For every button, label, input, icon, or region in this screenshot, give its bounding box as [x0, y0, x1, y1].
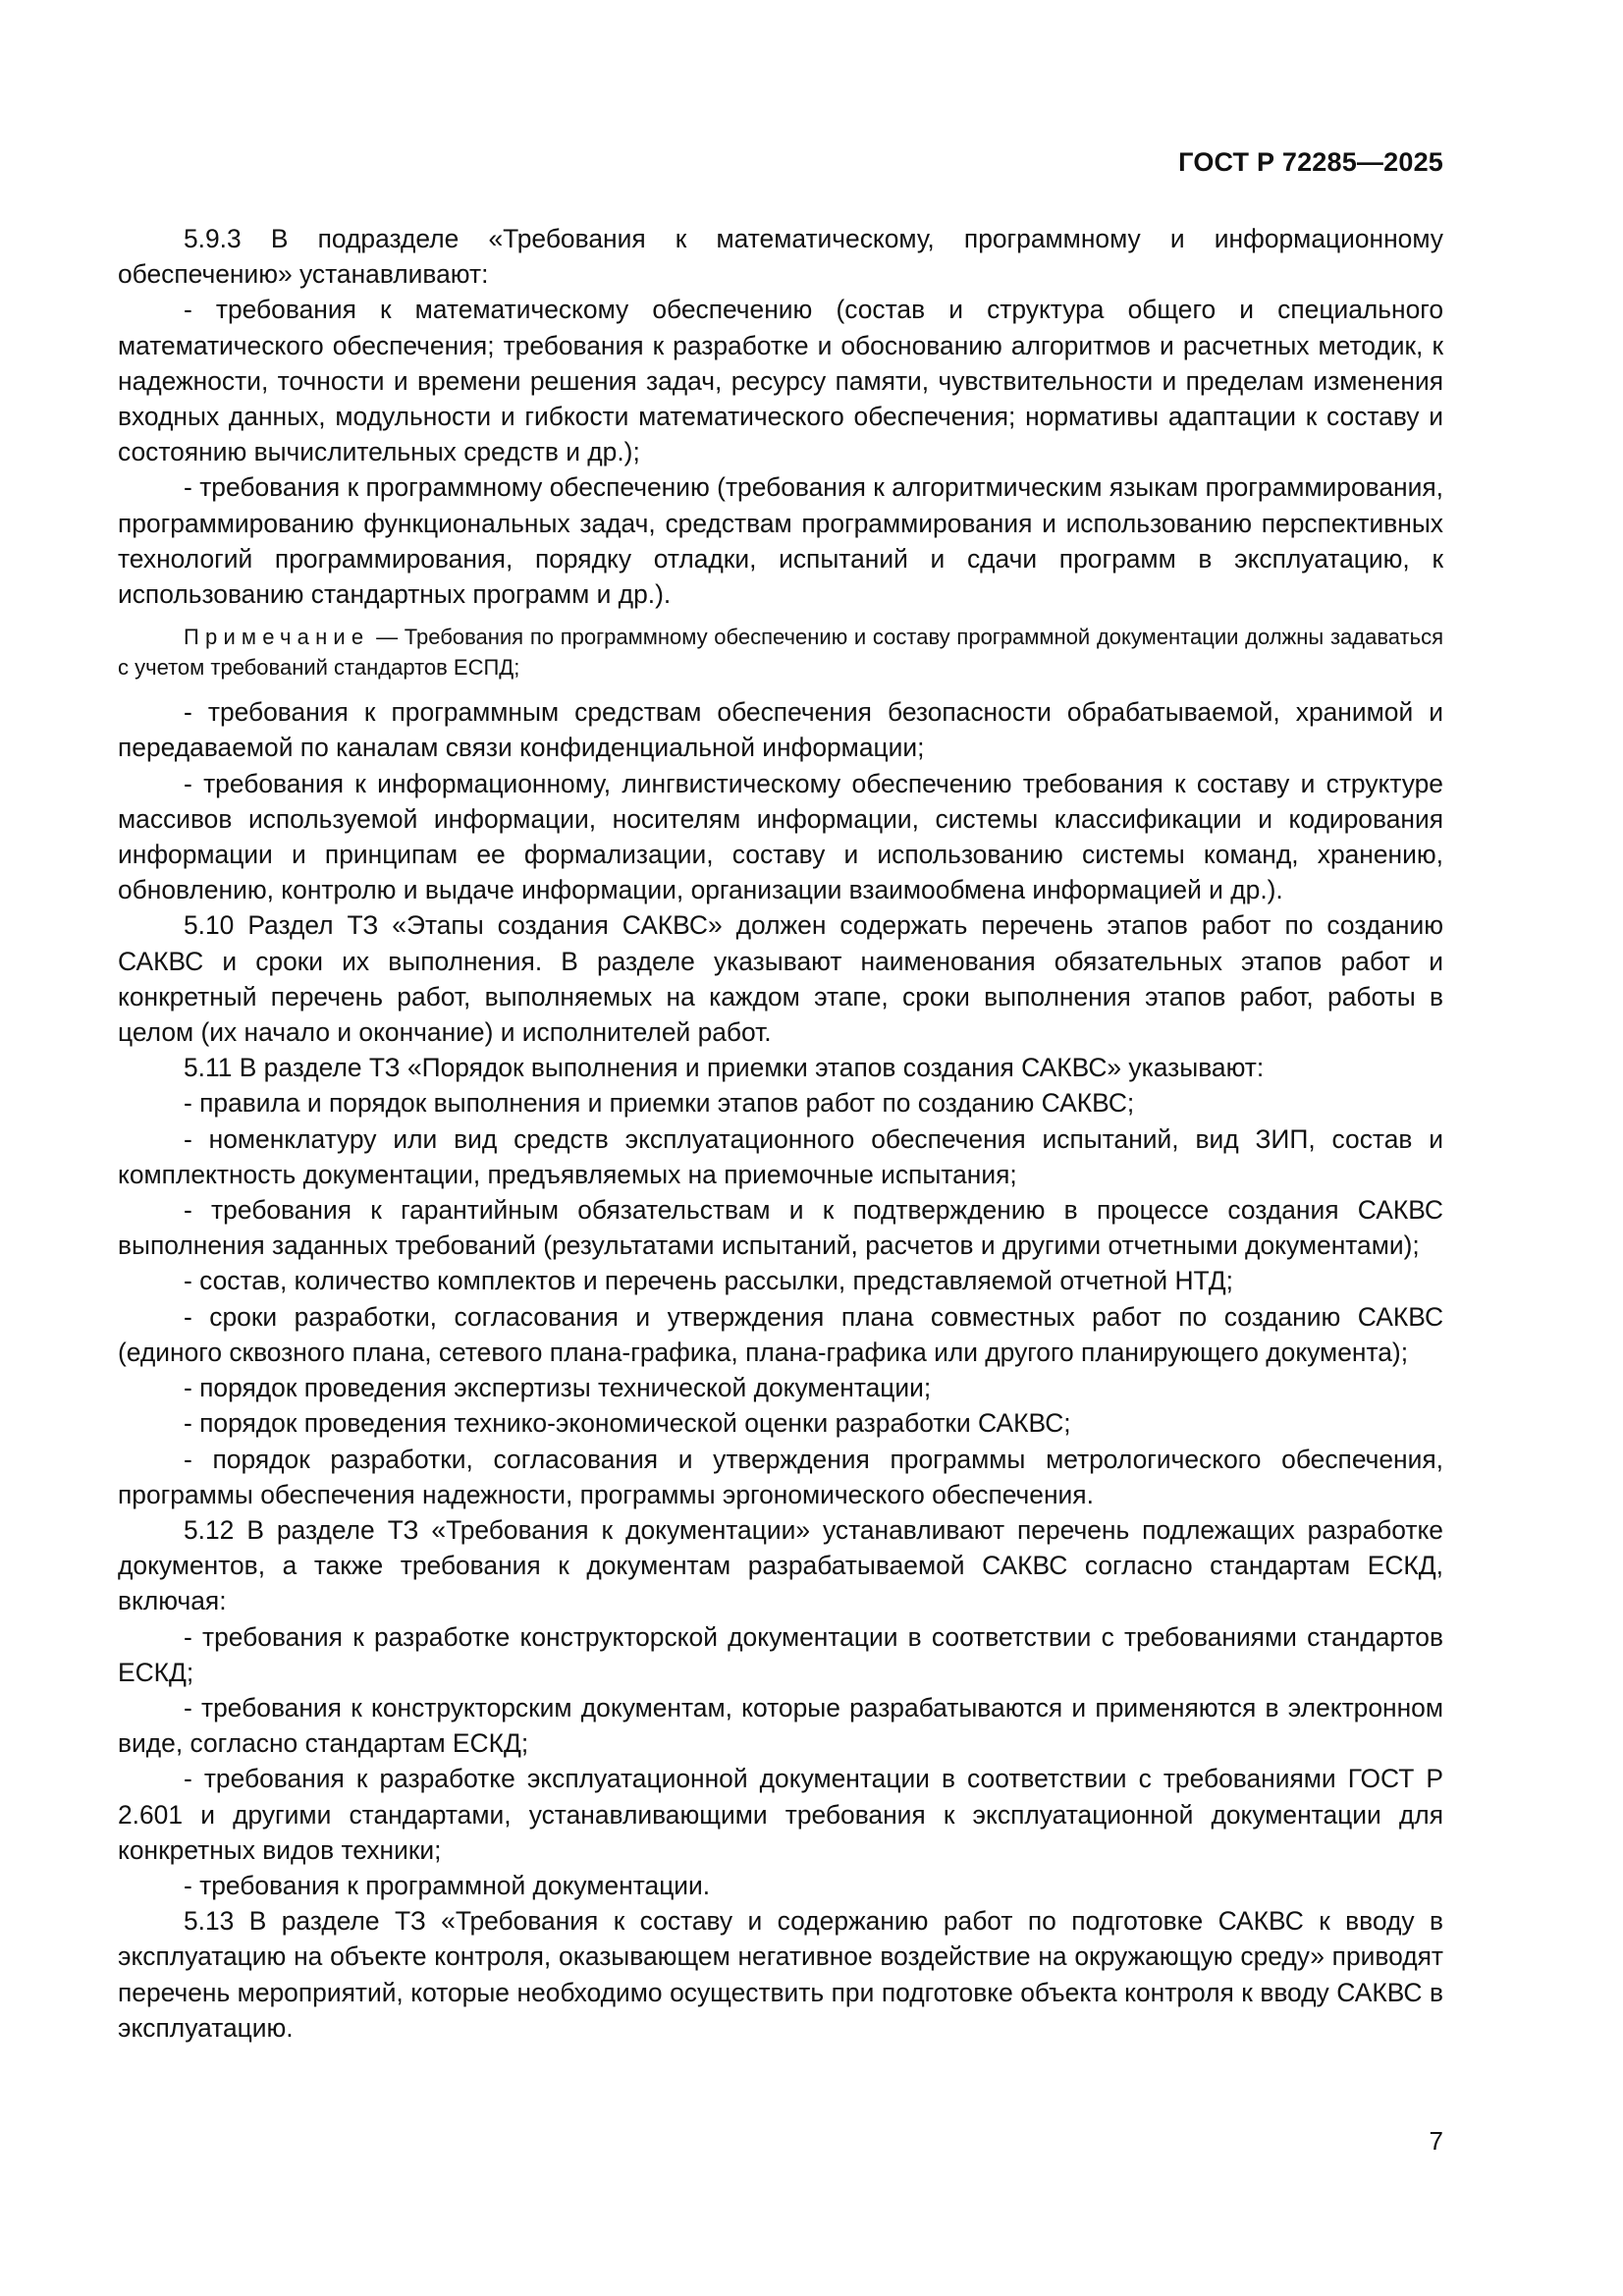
list-item: - требования к гарантийным обязательствам и к подтверждению в процессе создания САКВС выполнения заданных требований (результатами испытаний, расчетов и другими отчетными документами); — [118, 1195, 1443, 1261]
list-item: - требования к программной документации. — [184, 1870, 711, 1900]
list-item: - сроки разработки, согласования и утверждения плана совместных работ по созданию САКВС (единого сквозного плана, сетевого плана-графика, плана-графика или другого планирующего документа); — [118, 1301, 1443, 1367]
list-item: - состав, количество комплектов и перечень рассылки, представляемой отчетной НТД; — [184, 1266, 1233, 1296]
paragraph-5-10: 5.10 Раздел ТЗ «Этапы создания САКВС» должен содержать перечень этапов работ по созданию САКВС и сроки их выполнения. В разделе указывают наименования обязательных этапов работ и конкретный перечень работ, выполняемых на каждом этапе, сроки выполнения этапов работ, работы в целом (их начало и окончание) и исполнителей работ. — [118, 910, 1443, 1048]
list-item: - порядок проведения экспертизы технической документации; — [184, 1373, 932, 1403]
list-item: - требования к программным средствам обеспечения безопасности обрабатываемой, хранимой и передаваемой по каналам связи конфиденциальной информации; — [118, 697, 1443, 763]
list-item: - требования к информационному, лингвистическому обеспечению требования к составу и структуре массивов используемой информации, носителям информации, системы классификации и кодирования информации и принципам ее формализации, составу и использованию системы команд, хранению, обновлению, контролю и выдаче информации, организации взаимообмена информацией и др.). — [118, 768, 1443, 905]
note-text: — Требования по программному обеспечению и составу программной документации должны задаваться с учетом требований стандартов ЕСПД; — [118, 625, 1443, 681]
list-item: - требования к разработке эксплуатационной документации в соответствии с требованиями ГОСТ Р 2.601 и другими стандартами, устанавливающими требования к эксплуатационной документации для конкретных видов техники; — [118, 1764, 1443, 1865]
list-item: - порядок проведения технико-экономической оценки разработки САКВС; — [184, 1408, 1071, 1439]
paragraph-5-9-3: 5.9.3 В подразделе «Требования к математическому, программному и информационному обеспечению» устанавливают: — [118, 224, 1443, 290]
list-item: - правила и порядок выполнения и приемки этапов работ по созданию САКВС; — [184, 1088, 1135, 1119]
list-item: - требования к конструкторским документам, которые разрабатываются и применяются в электронном виде, согласно стандартам ЕСКД; — [118, 1692, 1443, 1759]
page-number: 7 — [1429, 2126, 1443, 2156]
note-label: Примечание — [184, 625, 370, 650]
list-item: - порядок разработки, согласования и утверждения программы метрологического обеспечения, программы обеспечения надежности, программы эргономического обеспечения. — [118, 1444, 1443, 1509]
paragraph-5-11: 5.11 В разделе ТЗ «Порядок выполнения и приемки этапов создания САКВС» указывают: — [184, 1053, 1265, 1083]
paragraph-5-13: 5.13 В разделе ТЗ «Требования к составу и содержанию работ по подготовке САКВС к вводу в эксплуатацию на объекте контроля, оказывающем негативное воздействие на окружающую среду» приводят перечень мероприятий, которые необходимо осуществить при подготовке объекта контроля к вводу САКВС в эксплуатацию. — [118, 1906, 1443, 2043]
paragraph-5-12: 5.12 В разделе ТЗ «Требования к документации» устанавливают перечень подлежащих разработке документов, а также требования к документам разрабатываемой САКВС согласно стандартам ЕСКД, включая: — [118, 1514, 1443, 1616]
list-item: - требования к программному обеспечению (требования к алгоритмическим языкам программирования, программированию функциональных задач, средствам программирования и использованию перспективных технологий программирования, порядку отладки, испытаний и сдачи программ в эксплуатацию, к использованию стандартных программ и др.). — [118, 472, 1443, 610]
note — [118, 622, 1443, 683]
list-item: - номенклатуру или вид средств эксплуатационного обеспечения испытаний, вид ЗИП, состав и комплектность документации, предъявляемых на приемочные испытания; — [118, 1123, 1443, 1189]
document-code-header: ГОСТ Р 72285—2025 — [1178, 147, 1443, 177]
list-item: - требования к разработке конструкторской документации в соответствии с требованиями стандартов ЕСКД; — [118, 1621, 1443, 1687]
list-item: - требования к математическому обеспечению (состав и структура общего и специального математического обеспечения; требования к разработке и обоснованию алгоритмов и расчетных методик, к надежности, точности и времени решения задач, ресурсу памяти, чувствительности и пределам изменения входных данных, модульности и гибкости математического обеспечения; нормативы адаптации к составу и состоянию вычислительных средств и др.); — [118, 295, 1443, 467]
body-text — [118, 221, 1443, 2046]
